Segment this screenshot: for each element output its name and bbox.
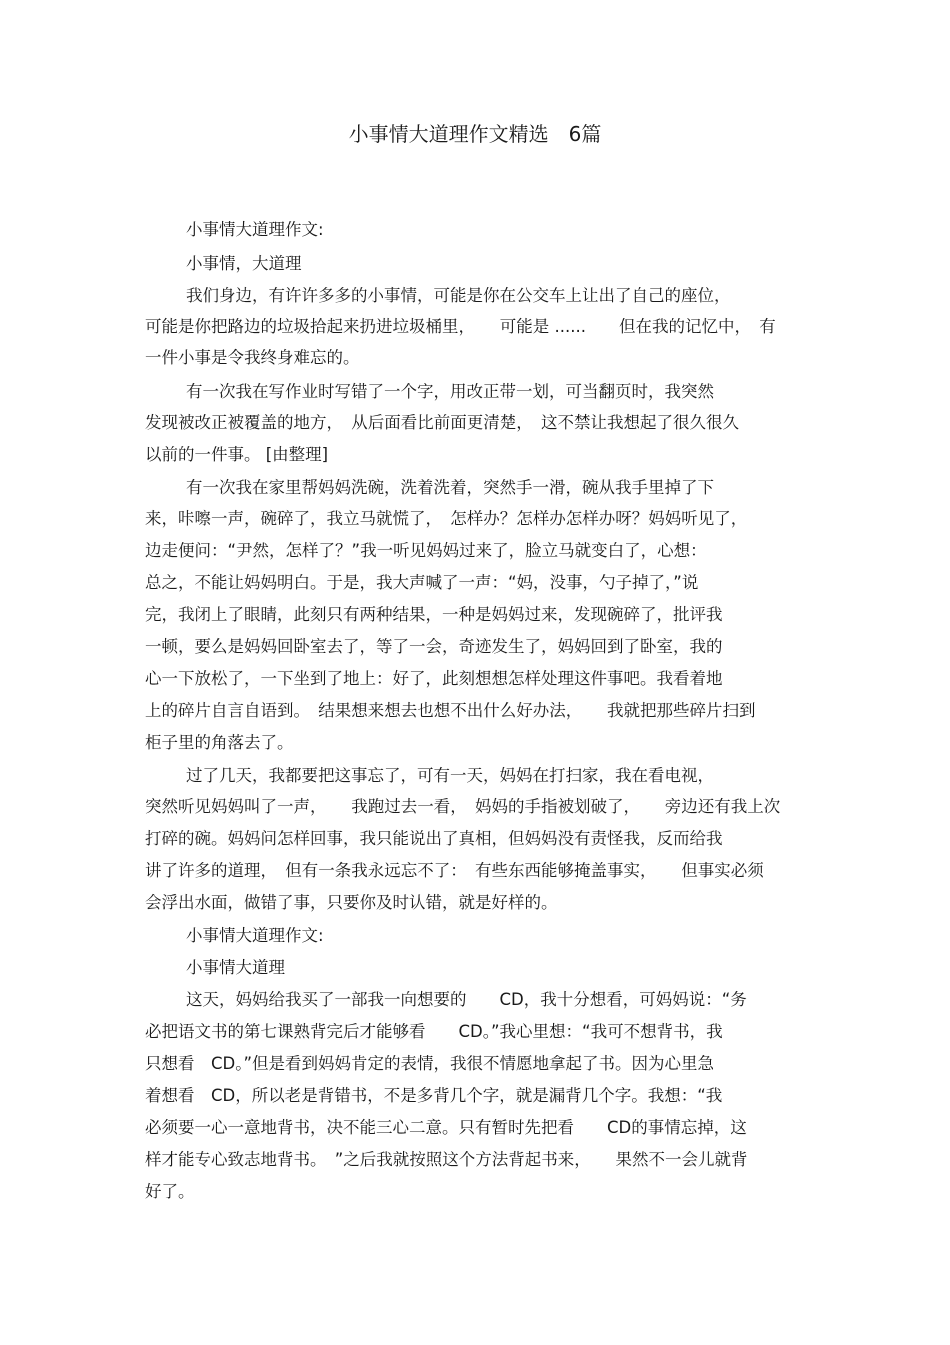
paragraph-line: 讲了许多的道理， 但有一条我永远忘不了： 有些东西能够掩盖事实， 但事实必须: [145, 861, 764, 880]
paragraph-line: 完，我闭上了眼睛，此刻只有两种结果，一种是妈妈过来，发现碗碎了，批评我: [145, 605, 723, 624]
paragraph-line: 会浮出水面，做错了事，只要你及时认错，就是好样的。: [145, 893, 558, 912]
document-title: 小事情大道理作文精选 6篇: [348, 122, 602, 146]
paragraph-line: 这天，妈妈给我买了一部我一向想要的 CD，我十分想看，可妈妈说：“务: [186, 990, 747, 1009]
paragraph-line: 来，咔嚓一声，碗碎了，我立马就慌了， 怎样办？怎样办怎样办呀？妈妈听见了，: [145, 509, 748, 528]
paragraph-line: 一件小事是令我终身难忘的。: [145, 348, 360, 367]
paragraph-line: 有一次我在家里帮妈妈洗碗，洗着洗着，突然手一滑，碗从我手里掉了下: [186, 478, 714, 497]
paragraph-line: 只想看 CD。”但是看到妈妈肯定的表情，我很不情愿地拿起了书。因为心里急: [145, 1054, 715, 1073]
section-heading: 小事情大道理作文:: [186, 926, 324, 945]
paragraph-line: 上的碎片自言自语到。 结果想来想去也想不出什么好办法， 我就把那些碎片扫到: [145, 701, 756, 720]
paragraph-line: 必须要一心一意地背书，决不能三心二意。只有暂时先把看 CD的事情忘掉，这: [145, 1118, 747, 1137]
paragraph-line: 柜子里的角落去了。: [145, 733, 294, 752]
paragraph-line: 边走便问：“尹然，怎样了？”我一听见妈妈过来了，脸立马就变白了，心想：: [145, 541, 707, 560]
paragraph-line: 打碎的碗。妈妈问怎样回事，我只能说出了真相，但妈妈没有责怪我，反而给我: [145, 829, 723, 848]
paragraph-line: 有一次我在写作业时写错了一个字，用改正带一划，可当翻页时，我突然: [186, 382, 714, 401]
paragraph-line: 总之，不能让妈妈明白。于是，我大声喊了一声：“妈，没事，勺子掉了，”说: [145, 573, 699, 592]
section-subtitle: 小事情，大道理: [186, 254, 302, 273]
section-heading: 小事情大道理作文:: [186, 220, 324, 239]
paragraph-line: 着想看 CD，所以老是背错书，不是多背几个字，就是漏背几个字。我想：“我: [145, 1086, 723, 1105]
paragraph-line: 样才能专心致志地背书。 ”之后我就按照这个方法背起书来， 果然不一会儿就背: [145, 1150, 748, 1169]
paragraph-line: 好了。: [145, 1182, 195, 1201]
paragraph-line: 可能是你把路边的垃圾拾起来扔进垃圾桶里， 可能是 ...... 但在我的记忆中， 有: [145, 317, 776, 336]
paragraph-line: 我们身边，有许许多多的小事情，可能是你在公交车上让出了自己的座位，: [186, 286, 731, 305]
paragraph-line: 以前的一件事。 [由整理]: [145, 445, 329, 464]
section-subtitle: 小事情大道理: [186, 958, 285, 977]
paragraph-line: 发现被改正被覆盖的地方， 从后面看比前面更清楚， 这不禁让我想起了很久很久: [145, 413, 739, 432]
paragraph-line: 心一下放松了，一下坐到了地上：好了，此刻想想怎样处理这件事吧。我看着地: [145, 669, 723, 688]
paragraph-line: 必把语文书的第七课熟背完后才能够看 CD。”我心里想：“我可不想背书，我: [145, 1022, 723, 1041]
paragraph-line: 突然听见妈妈叫了一声， 我跑过去一看， 妈妈的手指被划破了， 旁边还有我上次: [145, 797, 781, 816]
paragraph-line: 一顿，要么是妈妈回卧室去了，等了一会，奇迹发生了，妈妈回到了卧室，我的: [145, 637, 723, 656]
paragraph-line: 过了几天，我都要把这事忘了，可有一天，妈妈在打扫家，我在看电视，: [186, 766, 714, 785]
